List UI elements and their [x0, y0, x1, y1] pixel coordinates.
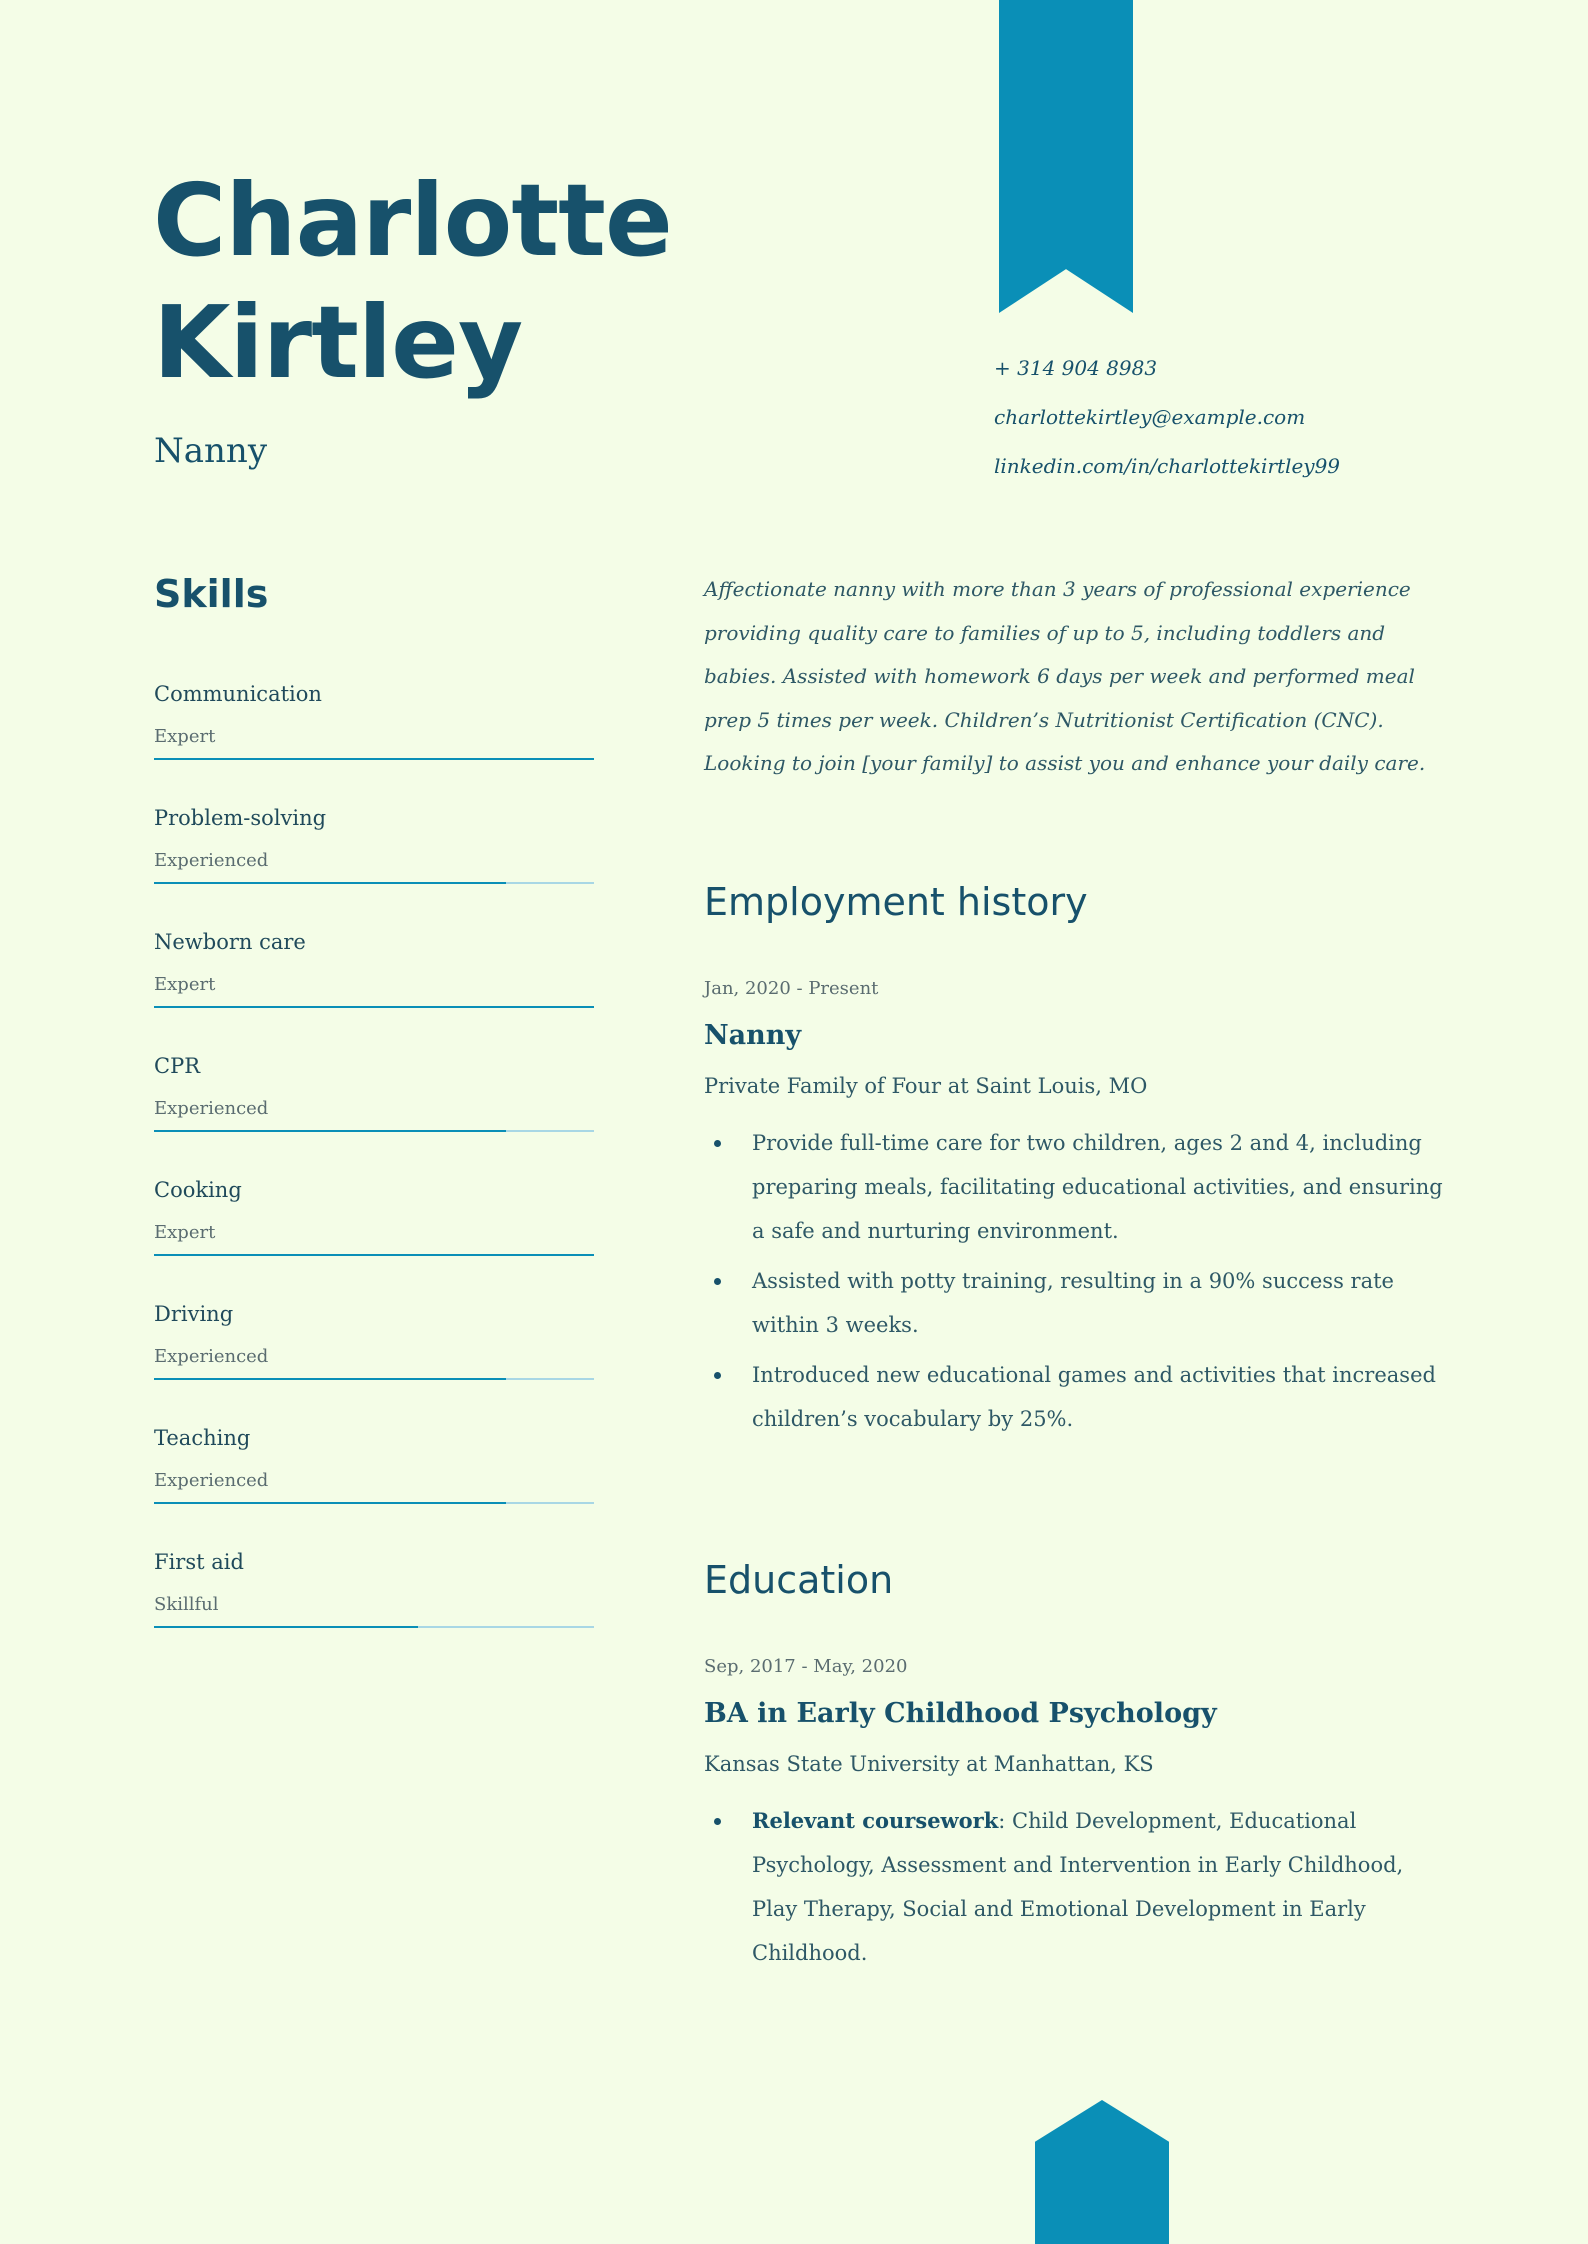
skill-item: [154, 1424, 594, 1548]
candidate-name: [153, 160, 672, 404]
list-item: Provide full-time care for two children, ages 2 and 4, including preparing meals, facilitating educational activities, and ensuring a safe and nurturing environment.: [704, 1121, 1444, 1253]
skill-level-fill: [154, 758, 594, 760]
contact-list: [994, 344, 1340, 491]
skill-level: Expert: [154, 726, 216, 747]
last-name: Kirtley: [153, 284, 523, 401]
skill-level-bar: [154, 1130, 594, 1132]
skill-item: [154, 1052, 594, 1176]
skill-level-bar: [154, 1502, 594, 1504]
skill-level-fill: [154, 1006, 594, 1008]
education-dates: Sep, 2017 - May, 2020: [704, 1656, 908, 1677]
skill-item: [154, 928, 594, 1052]
skill-level: Skillful: [154, 1594, 219, 1615]
skills-heading: Skills: [154, 572, 269, 616]
skill-level-bar: [154, 1006, 594, 1008]
skill-name: Problem-solving: [154, 806, 327, 830]
skills-section: [154, 564, 594, 1672]
education-degree: BA in Early Childhood Psychology: [704, 1698, 1217, 1729]
skill-name: Cooking: [154, 1178, 242, 1202]
contact-linkedin[interactable]: linkedin.com/in/charlottekirtley99: [994, 454, 1341, 478]
first-name: Charlotte: [153, 162, 672, 279]
employment-dates: Jan, 2020 - Present: [704, 978, 879, 999]
ribbon-decoration-top: [999, 0, 1133, 313]
skill-level-bar: [154, 1626, 594, 1628]
education-section: [704, 1550, 1444, 1981]
skill-name: First aid: [154, 1550, 244, 1574]
skill-name: Newborn care: [154, 930, 306, 954]
skill-level: Experienced: [154, 1098, 269, 1119]
skill-name: Communication: [154, 682, 322, 706]
employment-org: Private Family of Four at Saint Louis, MO: [704, 1074, 1148, 1098]
skill-list: [154, 680, 594, 1672]
education-heading: Education: [704, 1558, 894, 1602]
contact-email[interactable]: charlottekirtley@example.com: [994, 405, 1306, 429]
job-title: Nanny: [154, 431, 268, 471]
skill-level: Experienced: [154, 1470, 269, 1491]
skill-level: Expert: [154, 974, 216, 995]
skill-level: Experienced: [154, 850, 269, 871]
employment-section: [704, 872, 1444, 1447]
skill-item: [154, 1300, 594, 1424]
ribbon-decoration-bottom: [1035, 2100, 1169, 2244]
skill-level-fill: [154, 1130, 506, 1132]
skill-level: Expert: [154, 1222, 216, 1243]
skill-level-bar: [154, 758, 594, 760]
skill-level-bar: [154, 882, 594, 884]
education-org: Kansas State University at Manhattan, KS: [704, 1752, 1154, 1776]
skill-item: [154, 1548, 594, 1672]
skill-level-bar: [154, 1254, 594, 1256]
list-item: Introduced new educational games and activities that increased children’s vocabulary by 25%.: [704, 1353, 1444, 1441]
contact-phone[interactable]: + 314 904 8983: [994, 356, 1158, 380]
skill-item: [154, 1176, 594, 1300]
skill-level: Experienced: [154, 1346, 269, 1367]
skill-item: [154, 680, 594, 804]
list-item: [704, 1799, 1444, 1975]
profile-summary: Affectionate nanny with more than 3 years of professional experience providing quality care to families of up to 5, including toddlers and babies. Assisted with homework 6 days per week and performed meal prep 5 times per week. Children’s Nutritionist Certification (CNC). Looking to join [your family] to assist you and enhance your daily care.: [704, 577, 1426, 775]
skill-item: [154, 804, 594, 928]
skill-level-bar: [154, 1378, 594, 1380]
education-bullets: [704, 1799, 1444, 1975]
skill-name: Driving: [154, 1302, 234, 1326]
skill-level-fill: [154, 1502, 506, 1504]
skill-level-fill: [154, 1378, 506, 1380]
skill-name: Teaching: [154, 1426, 251, 1450]
employment-heading: Employment history: [704, 880, 1088, 924]
coursework-text: : Child Development, Educational Psychology, Assessment and Intervention in Early Childhood, Play Therapy, Social and Emotional Development in Early Childhood.: [752, 1809, 1404, 1965]
skill-name: CPR: [154, 1054, 201, 1078]
list-item: Assisted with potty training, resulting in a 90% success rate within 3 weeks.: [704, 1259, 1444, 1347]
employment-bullets: [704, 1121, 1444, 1441]
skill-level-fill: [154, 1254, 594, 1256]
coursework-label: Relevant coursework: [752, 1808, 999, 1833]
skill-level-fill: [154, 882, 506, 884]
employment-role: Nanny: [704, 1020, 802, 1051]
skill-level-fill: [154, 1626, 418, 1628]
